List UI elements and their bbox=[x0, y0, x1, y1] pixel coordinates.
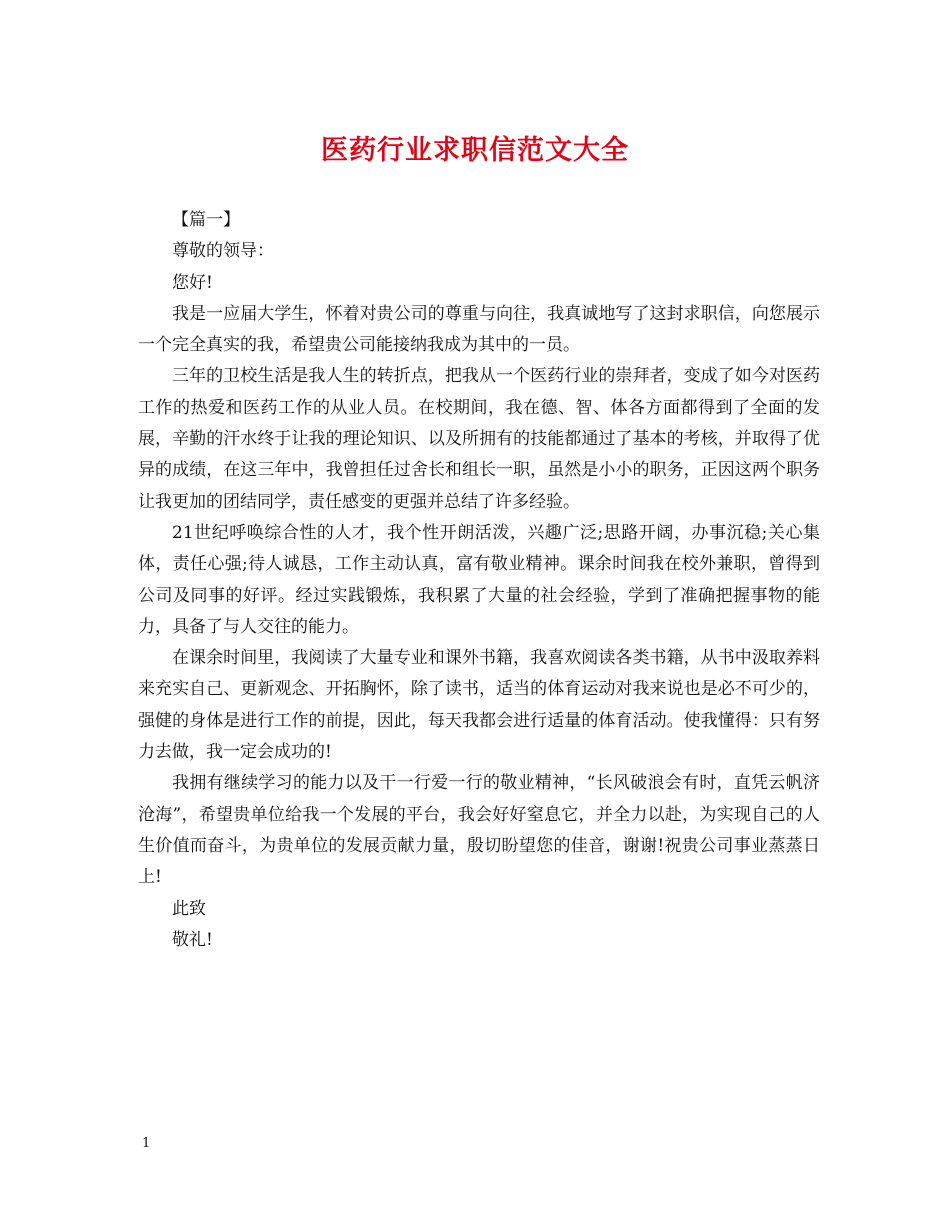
salutation: 尊敬的领导： bbox=[172, 241, 274, 262]
paragraph-reading: 在课余时间里，我阅读了大量专业和课外书籍，我喜欢阅读各类书籍，从书中汲取养料来充实自己、更新观念、开拓胸怀，除了读书，适当的体育运动对我来说也是必不可少的，强健的身体是进行工作的前提，因此，每天我都会进行适量的体育活动。使我懂得：只有努力去做，我一定会成功的! bbox=[138, 648, 820, 763]
page-number: 1 bbox=[142, 1136, 151, 1151]
paragraph-closing: 我拥有继续学习的能力以及干一行爱一行的敬业精神，“长风破浪会有时，直凭云帆济沧海”，希望贵单位给我一个发展的平台，我会好好窒息它，并全力以赴，为实现自己的人生价值而奋斗，为贵单位的发展贡献力量，殷切盼望您的佳音，谢谢!祝贵公司事业蒸蒸日上! bbox=[138, 773, 820, 888]
paragraph-personality: 21世纪呼唤综合性的人才，我个性开朗活泼，兴趣广泛;思路开阔，办事沉稳;关心集体，责任心强;待人诚恳，工作主动认真，富有敬业精神。课余时间我在校外兼职，曾得到公司及同事的好评。经过实践锻炼，我积累了大量的社会经验，学到了准确把握事物的能力，具备了与人交往的能力。 bbox=[138, 522, 820, 637]
closing-phrase: 此致 bbox=[172, 898, 206, 919]
greeting: 您好! bbox=[172, 272, 213, 293]
closing-salute: 敬礼! bbox=[172, 929, 213, 950]
document-title: 医药行业求职信范文大全 bbox=[321, 135, 629, 166]
paragraph-intro: 我是一应届大学生，怀着对贵公司的尊重与向往，我真诚地写了这封求职信，向您展示一个完全真实的我，希望贵公司能接纳我成为其中的一员。 bbox=[138, 303, 820, 356]
paragraph-school: 三年的卫校生活是我人生的转折点，把我从一个医药行业的崇拜者，变成了如今对医药工作的热爱和医药工作的从业人员。在校期间，我在德、智、体各方面都得到了全面的发展，辛勤的汗水终于让我的理论知识、以及所拥有的技能都通过了基本的考核，并取得了优异的成绩，在这三年中，我曾担任过舍长和组长一职，虽然是小小的职务，正因这两个职务让我更加的团结同学，责任感变的更强并总结了许多经验。 bbox=[138, 366, 820, 512]
document-body bbox=[138, 205, 820, 956]
section-heading: 【篇一】 bbox=[172, 210, 240, 230]
